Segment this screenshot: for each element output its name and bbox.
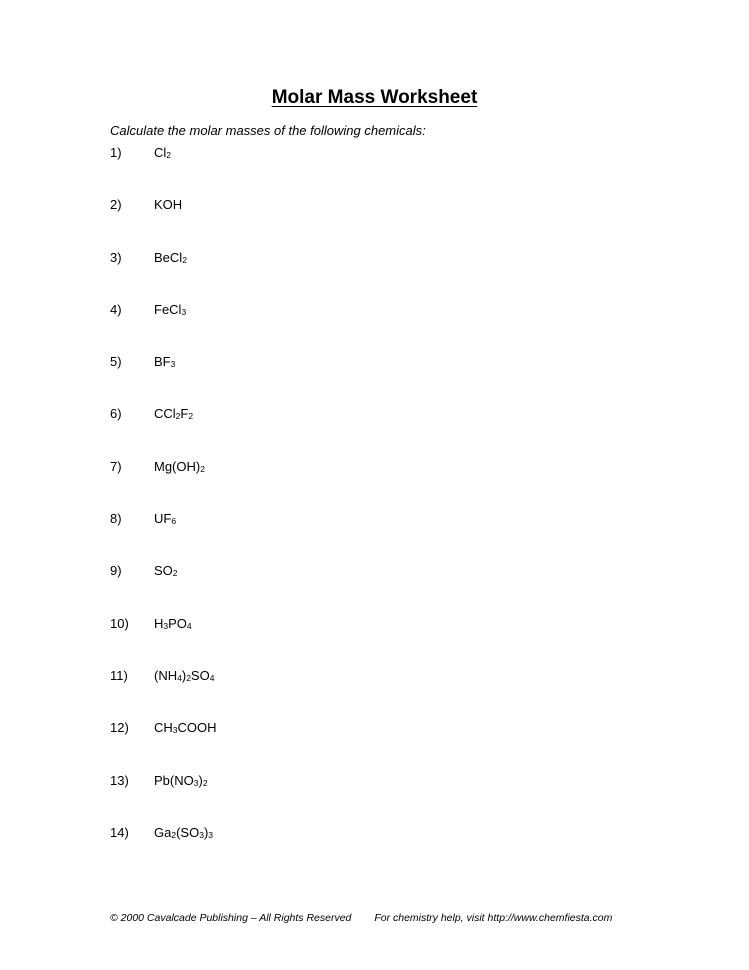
footer-copyright: © 2000 Cavalcade Publishing – All Rights Reserved: [110, 912, 352, 924]
formula-subscript: 2: [188, 411, 194, 422]
problem-number: 6): [110, 406, 122, 422]
formula-text: (SO: [176, 824, 200, 840]
formula-subscript: 2: [200, 463, 205, 474]
formula-text: BF: [154, 354, 171, 370]
problem-number: 12): [110, 720, 129, 736]
chemical-formula: [154, 145, 171, 160]
problem-list: [110, 145, 217, 877]
problem-item: [110, 145, 217, 197]
problem-item: [110, 563, 217, 615]
formula-text: ): [181, 667, 187, 683]
formula-subscript: 3: [172, 725, 178, 736]
problem-item: [110, 825, 217, 877]
chemical-formula: [154, 825, 213, 840]
chemical-formula: [154, 302, 186, 317]
formula-subscript: 3: [199, 829, 204, 840]
formula-text: H: [154, 615, 164, 631]
formula-subscript: 3: [163, 620, 169, 631]
problem-number: 7): [110, 458, 122, 474]
chemical-formula: [154, 406, 193, 421]
worksheet-title: Molar Mass Worksheet: [271, 87, 478, 108]
formula-text: Cl: [154, 145, 167, 160]
problem-item: [110, 720, 217, 772]
formula-text: (NH: [154, 667, 178, 683]
formula-text: SO: [190, 667, 210, 683]
chemical-formula: [154, 720, 217, 735]
formula-subscript: 2: [186, 672, 191, 683]
formula-text: ): [198, 772, 203, 788]
chemical-formula: [154, 511, 176, 526]
chemical-formula: [154, 197, 182, 212]
formula-subscript: 2: [166, 150, 172, 160]
formula-subscript: 4: [186, 620, 192, 631]
formula-subscript: 3: [208, 829, 214, 840]
problem-item: [110, 406, 217, 458]
problem-number: 9): [110, 563, 122, 579]
formula-text: CCl: [154, 406, 176, 422]
problem-number: 2): [110, 197, 122, 213]
formula-subscript: 2: [171, 829, 177, 840]
problem-item: [110, 773, 217, 825]
chemical-formula: [154, 459, 205, 474]
problem-number: 4): [110, 301, 122, 317]
problem-number: 5): [110, 354, 122, 370]
formula-text: BeCl: [154, 249, 183, 265]
problem-item: [110, 616, 217, 668]
problem-number: 1): [110, 145, 122, 160]
problem-number: 10): [110, 615, 129, 631]
chemical-formula: [154, 616, 192, 631]
problem-item: [110, 511, 217, 563]
footer: [110, 912, 612, 924]
problem-item: [110, 668, 217, 720]
chemical-formula: [154, 354, 175, 369]
formula-text: UF: [154, 511, 172, 527]
formula-text: CH: [154, 720, 173, 736]
formula-subscript: 3: [170, 359, 176, 370]
formula-subscript: 2: [202, 777, 208, 788]
formula-text: F: [180, 406, 189, 422]
formula-subscript: 2: [172, 568, 178, 579]
formula-subscript: 4: [209, 672, 215, 683]
problem-item: [110, 354, 217, 406]
chemical-formula: [154, 250, 187, 265]
formula-text: Pb(NO: [154, 772, 194, 788]
problem-item: [110, 302, 217, 354]
chemical-formula: [154, 563, 178, 578]
problem-item: [110, 250, 217, 302]
problem-item: [110, 459, 217, 511]
problem-item: [110, 197, 217, 249]
formula-subscript: 2: [182, 254, 187, 265]
formula-text: COOH: [177, 720, 217, 736]
problem-number: 8): [110, 511, 122, 527]
formula-subscript: 3: [181, 306, 187, 317]
formula-text: ): [203, 824, 209, 840]
problem-number: 14): [110, 824, 129, 840]
problem-number: 3): [110, 249, 122, 265]
problem-number: 13): [110, 772, 129, 788]
formula-subscript: 4: [177, 672, 182, 683]
formula-text: Mg(OH): [154, 458, 201, 474]
chemical-formula: [154, 668, 214, 683]
chemical-formula: [154, 773, 208, 788]
instructions: Calculate the molar masses of the following chemicals:: [110, 123, 426, 138]
formula-text: PO: [168, 615, 187, 631]
formula-subscript: 3: [193, 777, 199, 788]
formula-text: Ga: [154, 824, 172, 840]
formula-text: FeCl: [154, 301, 182, 317]
formula-text: KOH: [154, 197, 183, 213]
formula-subscript: 6: [171, 516, 177, 527]
formula-text: SO: [154, 563, 173, 579]
formula-subscript: 2: [175, 411, 181, 422]
problem-number: 11): [110, 667, 128, 683]
footer-help-text: For chemistry help, visit http://www.chemfiesta.com: [374, 912, 613, 924]
